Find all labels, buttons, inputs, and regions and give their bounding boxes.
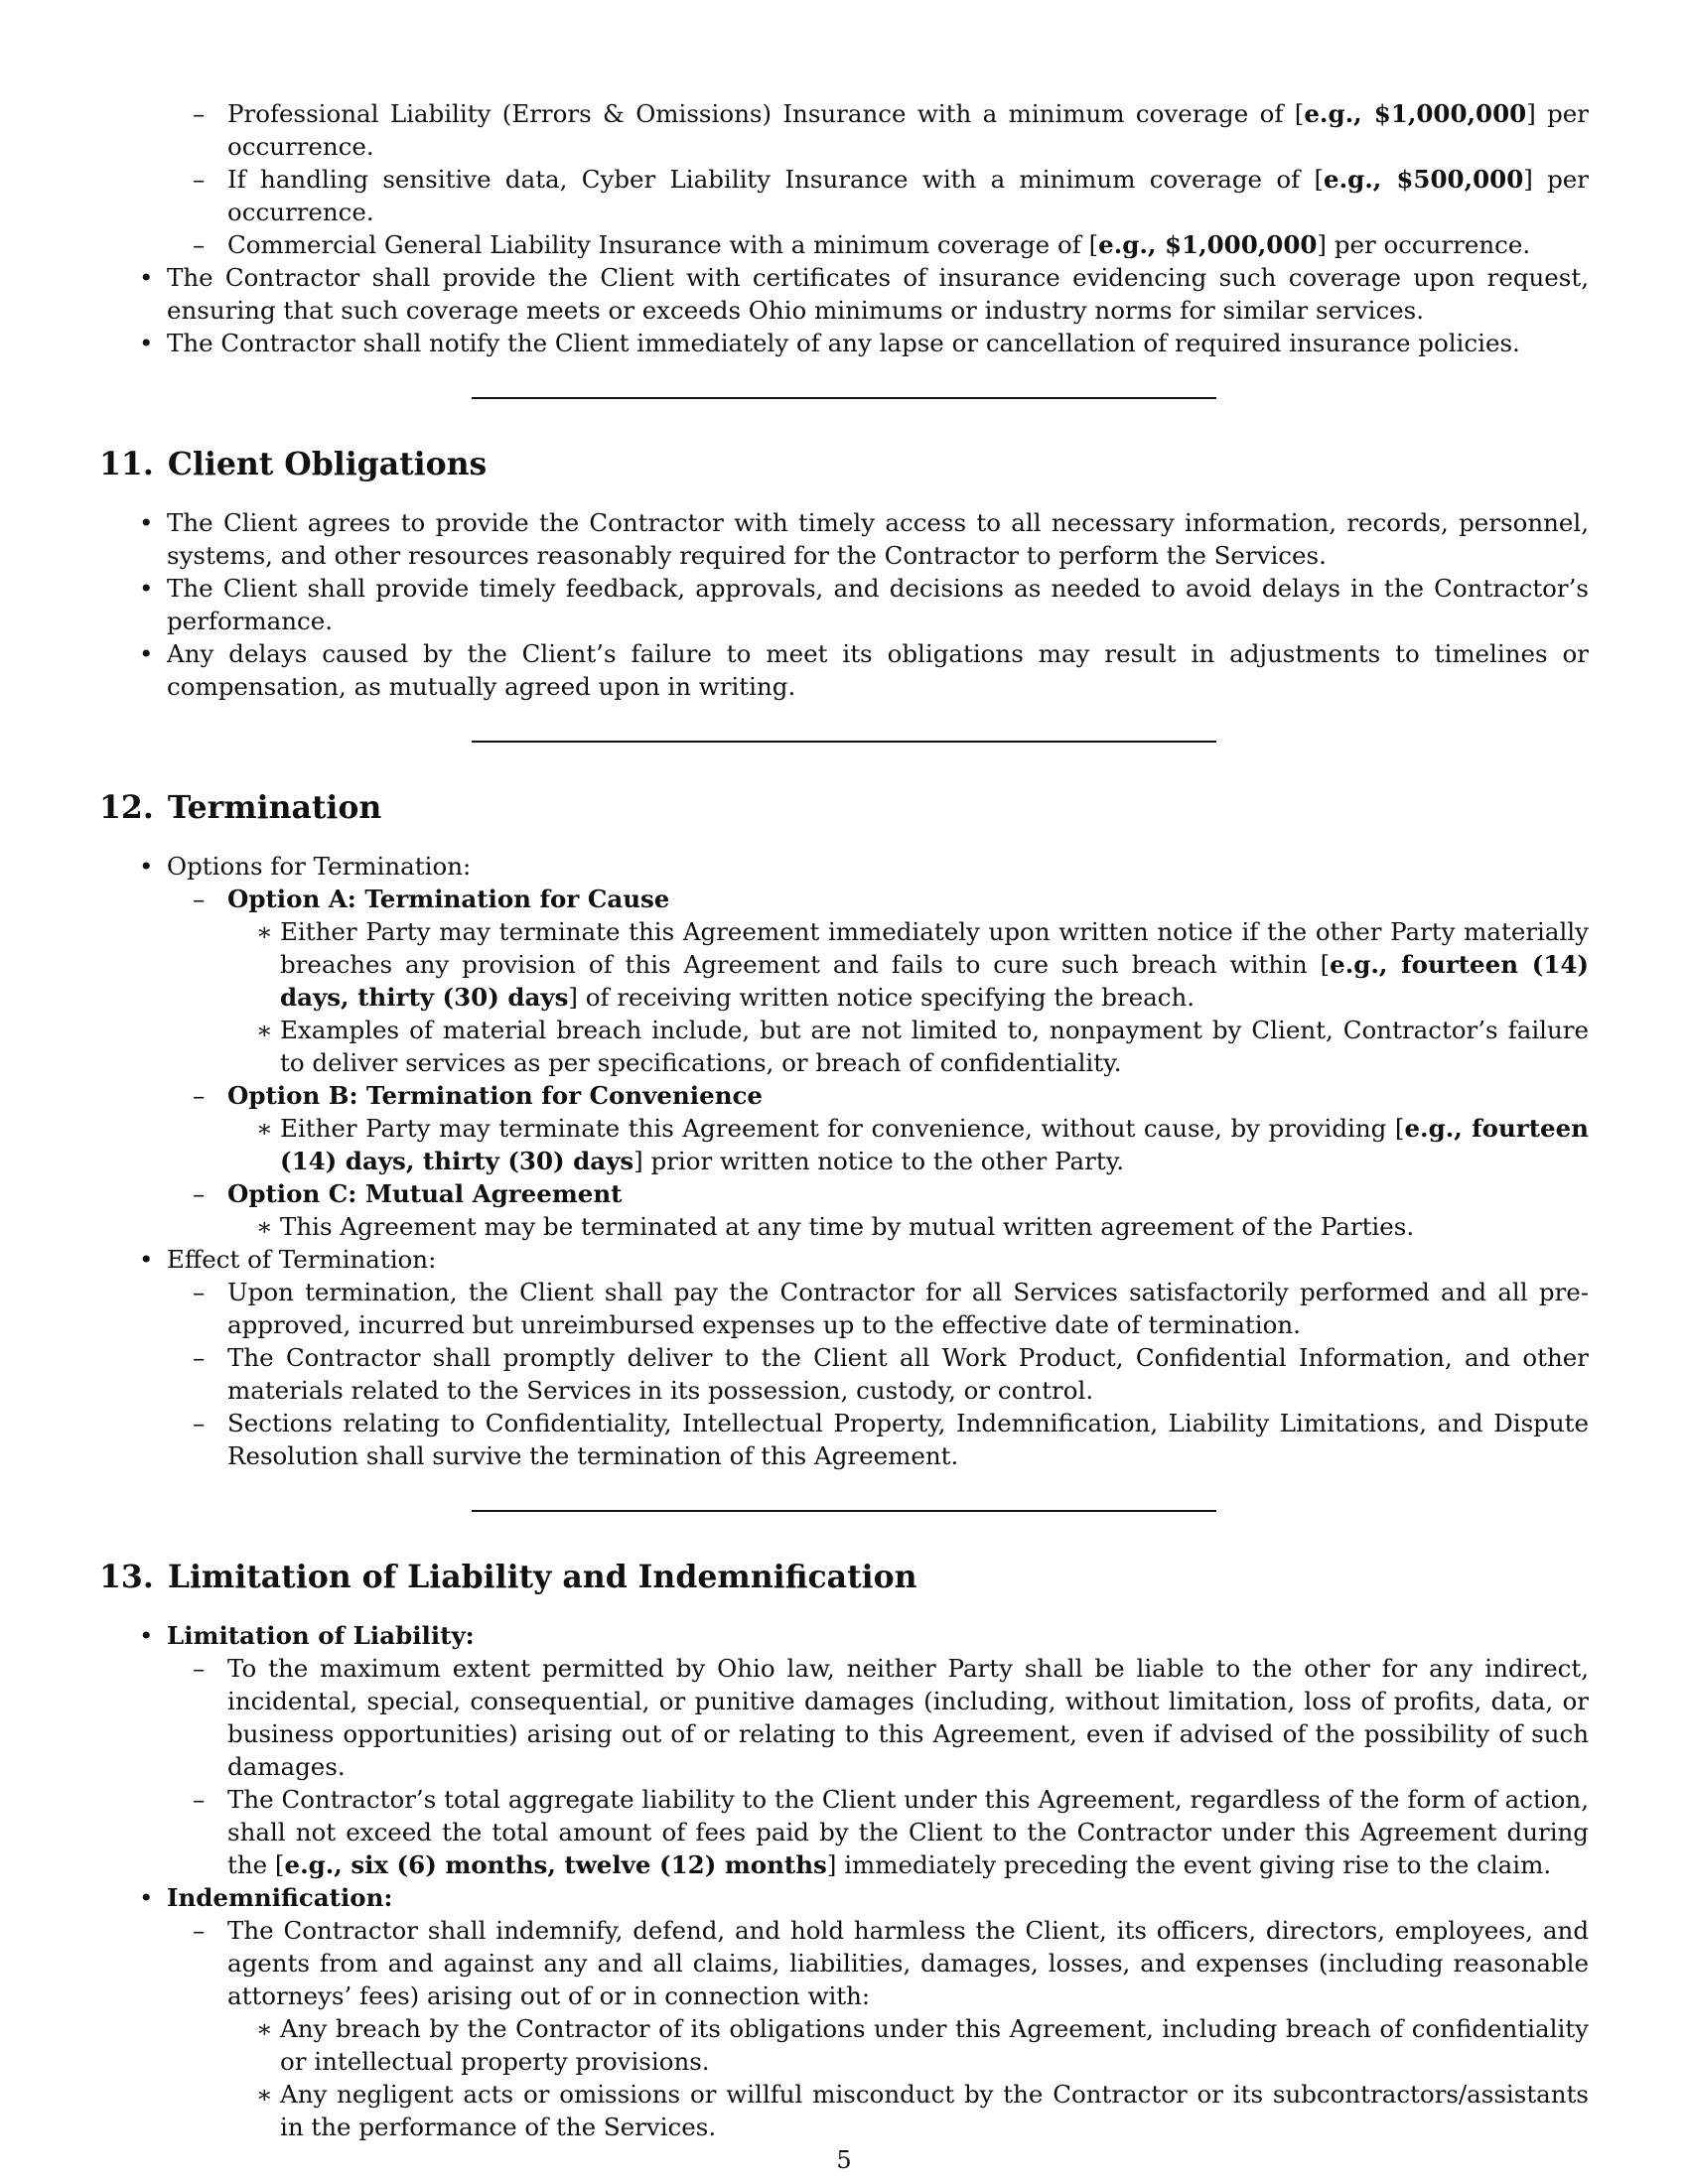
dash-marker: – bbox=[193, 1785, 206, 1814]
list-item: ∗ Either Party may terminate this Agreement for convenience, without cause, by providing [e.g., fourteen (14) days, thirty (30) days] prior written notice to the other Party. bbox=[256, 1114, 1589, 1175]
list-item: • The Client shall provide timely feedback, approvals, and decisions as needed to avoid delays in the Contractor’s performance. bbox=[139, 574, 1589, 635]
dash-marker: – bbox=[193, 230, 206, 259]
bullet-marker: • bbox=[139, 1245, 154, 1274]
termination-list bbox=[99, 850, 1589, 1472]
star-marker: ∗ bbox=[256, 917, 273, 946]
indemnification-items bbox=[167, 1914, 1589, 2143]
page-content bbox=[99, 97, 1589, 2143]
star-marker: ∗ bbox=[256, 1212, 273, 1241]
bullet-marker: • bbox=[139, 639, 154, 668]
insurance-sublist bbox=[167, 97, 1589, 261]
list-item: • Effect of Termination: – Upon termination, the Client shall pay the Contractor for all Services satisfactorily performed and all pre-approved, incurred but unreimbursed expenses up to the effective date of termination. – The Contractor shall promptly deliver to the Client all Work Product, Confidential Information, and other materials related to the Services in its possession, custody, or control. – Sections relating to Confidentiality, Intellectual Property, Indemnification, Liability Limitations, and Dispute Resolution shall survive the termination of this Agreement. bbox=[139, 1245, 1589, 1470]
star-marker: ∗ bbox=[256, 2014, 273, 2043]
list-item: – Sections relating to Confidentiality, Intellectual Property, Indemnification, Liability Limitations, and Dispute Resolution shall survive the termination of this Agreement. bbox=[193, 1409, 1589, 1470]
section-divider bbox=[472, 397, 1216, 399]
insurance-list bbox=[99, 97, 1589, 359]
list-item: • Limitation of Liability: – To the maximum extent permitted by Ohio law, neither Party shall be liable to the other for any indirect, incidental, special, consequential, or punitive damages (including, without limitation, loss of profits, data, or business opportunities) arising out of or relating to this Agreement, even if advised of the possibility of such damages. – The Contractor’s total aggregate liability to the Client under this Agreement, regardless of the form of action, shall not exceed the total amount of fees paid by the Client to the Contractor under this Agreement during the [e.g., six (6) months, twelve (12) months] immediately preceding the event giving rise to the claim. bbox=[139, 1621, 1589, 1879]
list-item: – The Contractor’s total aggregate liability to the Client under this Agreement, regardless of the form of action, shall not exceed the total amount of fees paid by the Client to the Contractor under this Agreement during the [e.g., six (6) months, twelve (12) months] immediately preceding the event giving rise to the claim. bbox=[193, 1785, 1589, 1879]
list-item: • The Contractor shall provide the Client with certificates of insurance evidencing such coverage upon request, ensuring that such coverage meets or exceeds Ohio minimums or industry norms for similar services. bbox=[139, 263, 1589, 325]
list-item: – Option C: Mutual Agreement ∗ This Agreement may be terminated at any time by mutual written agreement of the Parties. bbox=[167, 1177, 1589, 1243]
liability-list bbox=[99, 1619, 1589, 2143]
star-marker: ∗ bbox=[256, 1114, 273, 1143]
termination-options bbox=[167, 883, 1589, 1243]
list-item: – Commercial General Liability Insurance with a minimum coverage of [e.g., $1,000,000] per occurrence. bbox=[193, 230, 1531, 259]
indemnification-subitems bbox=[227, 2012, 1589, 2143]
list-item: – The Contractor shall indemnify, defend, and hold harmless the Client, its officers, directors, employees, and agents from and against any and all claims, liabilities, damages, losses, and expenses (including reasonable attorneys’ fees) arising out of or in connection with: ∗ Any breach by the Contractor of its obligations under this Agreement, including breach of confidentiality or intellectual property provisions. ∗ Any negligent acts or omissions or willful misconduct by the Contractor or its subcontractors/assistants in the performance of the Services. bbox=[193, 1916, 1589, 2141]
list-item: • The Client agrees to provide the Contractor with timely access to all necessary information, records, personnel, systems, and other resources reasonably required for the Contractor to perform the Services. bbox=[139, 508, 1589, 570]
bullet-marker: • bbox=[139, 508, 154, 537]
list-item: ∗ Any negligent acts or omissions or willful misconduct by the Contractor or its subcontractors/assistants in the performance of the Services. bbox=[256, 2080, 1589, 2141]
bullet-marker: • bbox=[139, 852, 154, 881]
list-item: • Any delays caused by the Client’s failure to meet its obligations may result in adjustments to timelines or compensation, as mutually agreed upon in writing. bbox=[139, 639, 1589, 701]
dash-marker: – bbox=[193, 1278, 206, 1306]
section-divider bbox=[472, 1510, 1216, 1512]
list-item: ∗ Either Party may terminate this Agreement immediately upon written notice if the other Party materially breaches any provision of this Agreement and fails to cure such breach within [e.g., fourteen (14) days, thirty (30) days] of receiving written notice specifying the breach. bbox=[256, 917, 1589, 1012]
option-a-items bbox=[227, 915, 1589, 1079]
section-divider bbox=[472, 741, 1216, 743]
limitation-items bbox=[167, 1652, 1589, 1881]
star-marker: ∗ bbox=[256, 2080, 273, 2109]
dash-marker: – bbox=[193, 885, 206, 913]
page-number: 5 bbox=[836, 2146, 852, 2174]
list-item: – If handling sensitive data, Cyber Liability Insurance with a minimum coverage of [e.g., $500,000] per occurrence. bbox=[193, 165, 1590, 226]
list-item bbox=[99, 97, 1589, 261]
dash-marker: – bbox=[193, 1081, 206, 1110]
dash-marker: – bbox=[193, 1654, 206, 1683]
section-heading-13: 13. Limitation of Liability and Indemnification bbox=[99, 1559, 917, 1595]
dash-marker: – bbox=[193, 1179, 206, 1208]
dash-marker: – bbox=[193, 165, 206, 194]
option-c-items bbox=[227, 1210, 1589, 1243]
star-marker: ∗ bbox=[256, 1016, 273, 1044]
list-item: • Options for Termination: – Option A: Termination for Cause ∗ Either Party may terminate this Agreement immediately upon written notice if the other Party materially breaches any provision of this Agreement and fails to cure such breach within [e.g., fourteen (14) days, thirty (30) days] of receiving written notice specifying the breach. ∗ Examples of material breach include, but are not limited to, nonpayment by Client, Contractor’s failure to deliver services as per specifications, or breach of confidentiality. – Option B: Termination for Convenience ∗ Either Party may terminate this Agreement for convenience, without cause, by providing [e.g., fourteen (14) days, thirty (30) days] prior written notice to the other Party. – Option C: Mutual Agreement ∗ This Agreement may be terminated at any time by mutual written agreement of the Parties. bbox=[139, 852, 1589, 1241]
list-item: – Upon termination, the Client shall pay the Contractor for all Services satisfactorily performed and all pre-approved, incurred but unreimbursed expenses up to the effective date of termination. bbox=[193, 1278, 1589, 1339]
list-item: – The Contractor shall promptly deliver to the Client all Work Product, Confidential Information, and other materials related to the Services in its possession, custody, or control. bbox=[193, 1343, 1589, 1405]
list-item: – Professional Liability (Errors & Omissions) Insurance with a minimum coverage of [e.g., $1,000,000] per occurrence. bbox=[193, 99, 1590, 161]
list-item: • Indemnification: – The Contractor shall indemnify, defend, and hold harmless the Client, its officers, directors, employees, and agents from and against any and all claims, liabilities, damages, losses, and expenses (including reasonable attorneys’ fees) arising out of or in connection with: ∗ Any breach by the Contractor of its obligations under this Agreement, including breach of confidentiality or intellectual property provisions. ∗ Any negligent acts or omissions or willful misconduct by the Contractor or its subcontractors/assistants in the performance of the Services. bbox=[139, 1883, 1589, 2141]
dash-marker: – bbox=[193, 1343, 206, 1372]
bullet-marker: • bbox=[139, 1883, 154, 1912]
option-b-items bbox=[227, 1112, 1589, 1177]
bullet-marker: • bbox=[139, 329, 154, 357]
list-item: – Option A: Termination for Cause ∗ Either Party may terminate this Agreement immediately upon written notice if the other Party materially breaches any provision of this Agreement and fails to cure such breach within [e.g., fourteen (14) days, thirty (30) days] of receiving written notice specifying the breach. ∗ Examples of material breach include, but are not limited to, nonpayment by Client, Contractor’s failure to deliver services as per specifications, or breach of confidentiality. bbox=[193, 885, 1589, 1077]
bullet-marker: • bbox=[139, 1621, 154, 1650]
section-heading-12: 12. Termination bbox=[99, 789, 382, 826]
dash-marker: – bbox=[193, 1916, 206, 1945]
list-item: • The Contractor shall notify the Client immediately of any lapse or cancellation of required insurance policies. bbox=[139, 329, 1520, 357]
client-obligations-list bbox=[99, 506, 1589, 703]
bullet-marker: • bbox=[139, 263, 154, 292]
list-item: – Option B: Termination for Convenience ∗ Either Party may terminate this Agreement for convenience, without cause, by providing [e.g., fourteen (14) days, thirty (30) days] prior written notice to the other Party. bbox=[193, 1081, 1589, 1175]
bullet-marker: • bbox=[139, 574, 154, 603]
list-item: – To the maximum extent permitted by Ohio law, neither Party shall be liable to the other for any indirect, incidental, special, consequential, or punitive damages (including, without limitation, loss of profits, data, or business opportunities) arising out of or relating to this Agreement, even if advised of the possibility of such damages. bbox=[193, 1654, 1589, 1781]
list-item: ∗ Any breach by the Contractor of its obligations under this Agreement, including breach of confidentiality or intellectual property provisions. bbox=[256, 2014, 1589, 2076]
dash-marker: – bbox=[193, 1409, 206, 1437]
section-heading-11: 11. Client Obligations bbox=[99, 446, 488, 482]
list-item: ∗ This Agreement may be terminated at any time by mutual written agreement of the Parties. bbox=[256, 1212, 1415, 1241]
list-item: ∗ Examples of material breach include, but are not limited to, nonpayment by Client, Contractor’s failure to deliver services as per specifications, or breach of confidentiality. bbox=[256, 1016, 1589, 1077]
dash-marker: – bbox=[193, 99, 206, 128]
effect-of-termination-items bbox=[167, 1276, 1589, 1472]
